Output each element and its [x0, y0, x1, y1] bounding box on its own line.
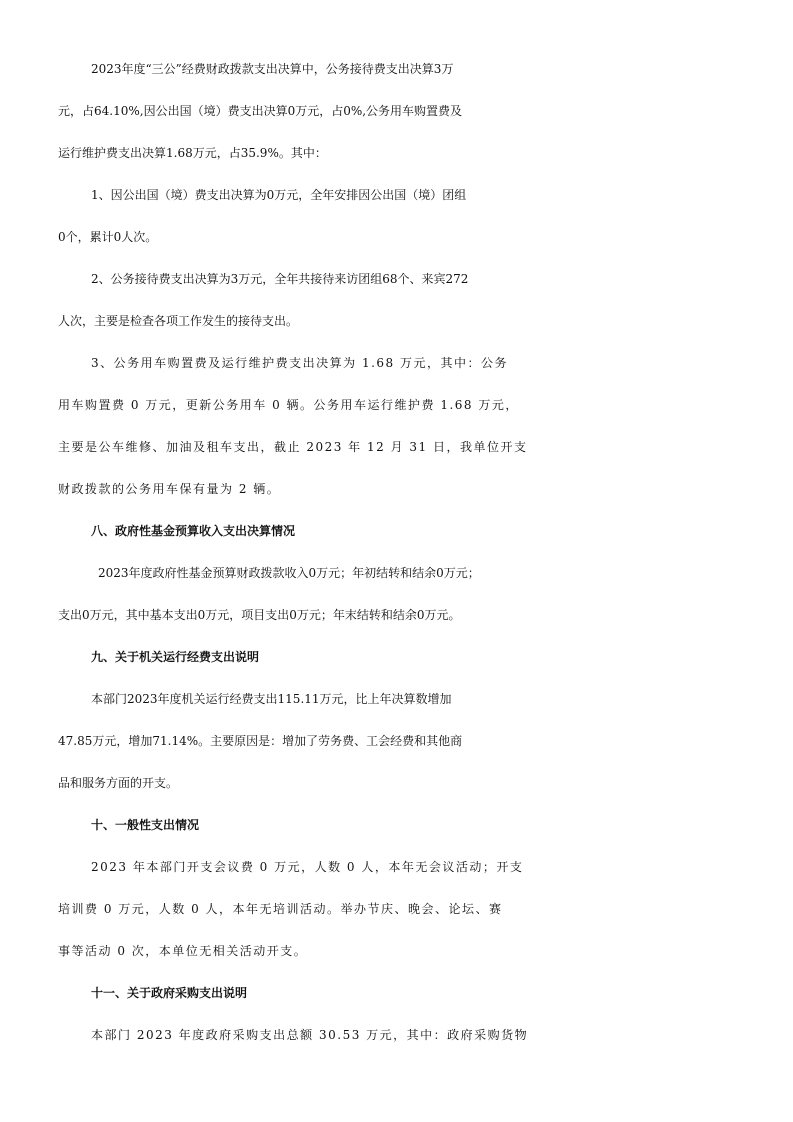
paragraph-line: 2023 年本部门开支会议费 0 万元，人数 0 人，本年无会议活动；开支 — [91, 860, 524, 874]
list-item-line: 用车购置费 0 万元，更新公务用车 0 辆。公务用车运行维护费 1.68 万元， — [58, 398, 519, 412]
paragraph-line: 47.85万元，增加71.14%。主要原因是：增加了劳务费、工会经费和其他商 — [58, 734, 463, 748]
list-item-line: 人次，主要是检查各项工作发生的接待支出。 — [58, 314, 299, 328]
section-heading: 十一、关于政府采购支出说明 — [91, 986, 248, 1000]
section-heading: 九、关于机关运行经费支出说明 — [91, 650, 260, 664]
paragraph-line: 培训费 0 万元，人数 0 人，本年无培训活动。举办节庆、晚会、论坛、赛 — [58, 902, 503, 916]
paragraph-line: 事等活动 0 次，本单位无相关活动开支。 — [58, 944, 308, 958]
list-item-line: 主要是公车维修、加油及租车支出，截止 2023 年 12 月 31 日，我单位开支 — [58, 440, 528, 454]
section-heading: 八、政府性基金预算收入支出决算情况 — [91, 524, 296, 538]
list-item-line: 3、公务用车购置费及运行维护费支出决算为 1.68 万元，其中：公务 — [91, 356, 508, 370]
list-item-line: 0个，累计0人次。 — [58, 230, 158, 244]
paragraph-line: 本部门2023年度机关运行经费支出115.11万元，比上年决算数增加 — [91, 692, 452, 706]
paragraph-line: 本部门 2023 年度政府采购支出总额 30.53 万元，其中：政府采购货物 — [91, 1028, 529, 1042]
paragraph-line: 品和服务方面的开支。 — [58, 776, 179, 790]
section-heading: 十、一般性支出情况 — [91, 818, 200, 832]
paragraph-line: 2023年度“三公”经费财政拨款支出决算中，公务接待费支出决算3万 — [91, 62, 454, 76]
paragraph-line: 2023年度政府性基金预算财政拨款收入0万元；年初结转和结余0万元； — [98, 566, 480, 580]
paragraph-line: 元，占64.10%,因公出国（境）费支出决算0万元，占0%,公务用车购置费及 — [58, 104, 463, 118]
paragraph-line: 支出0万元，其中基本支出0万元，项目支出0万元；年末结转和结余0万元。 — [58, 608, 461, 622]
list-item-line: 2、公务接待费支出决算为3万元，全年共接待来访团组68个、来宾272 — [91, 272, 469, 286]
list-item-line: 财政拨款的公务用车保有量为 2 辆。 — [58, 482, 281, 496]
paragraph-line: 运行维护费支出决算1.68万元，占35.9%。其中： — [58, 146, 327, 160]
list-item-line: 1、因公出国（境）费支出决算为0万元，全年安排因公出国（境）团组 — [91, 188, 467, 202]
